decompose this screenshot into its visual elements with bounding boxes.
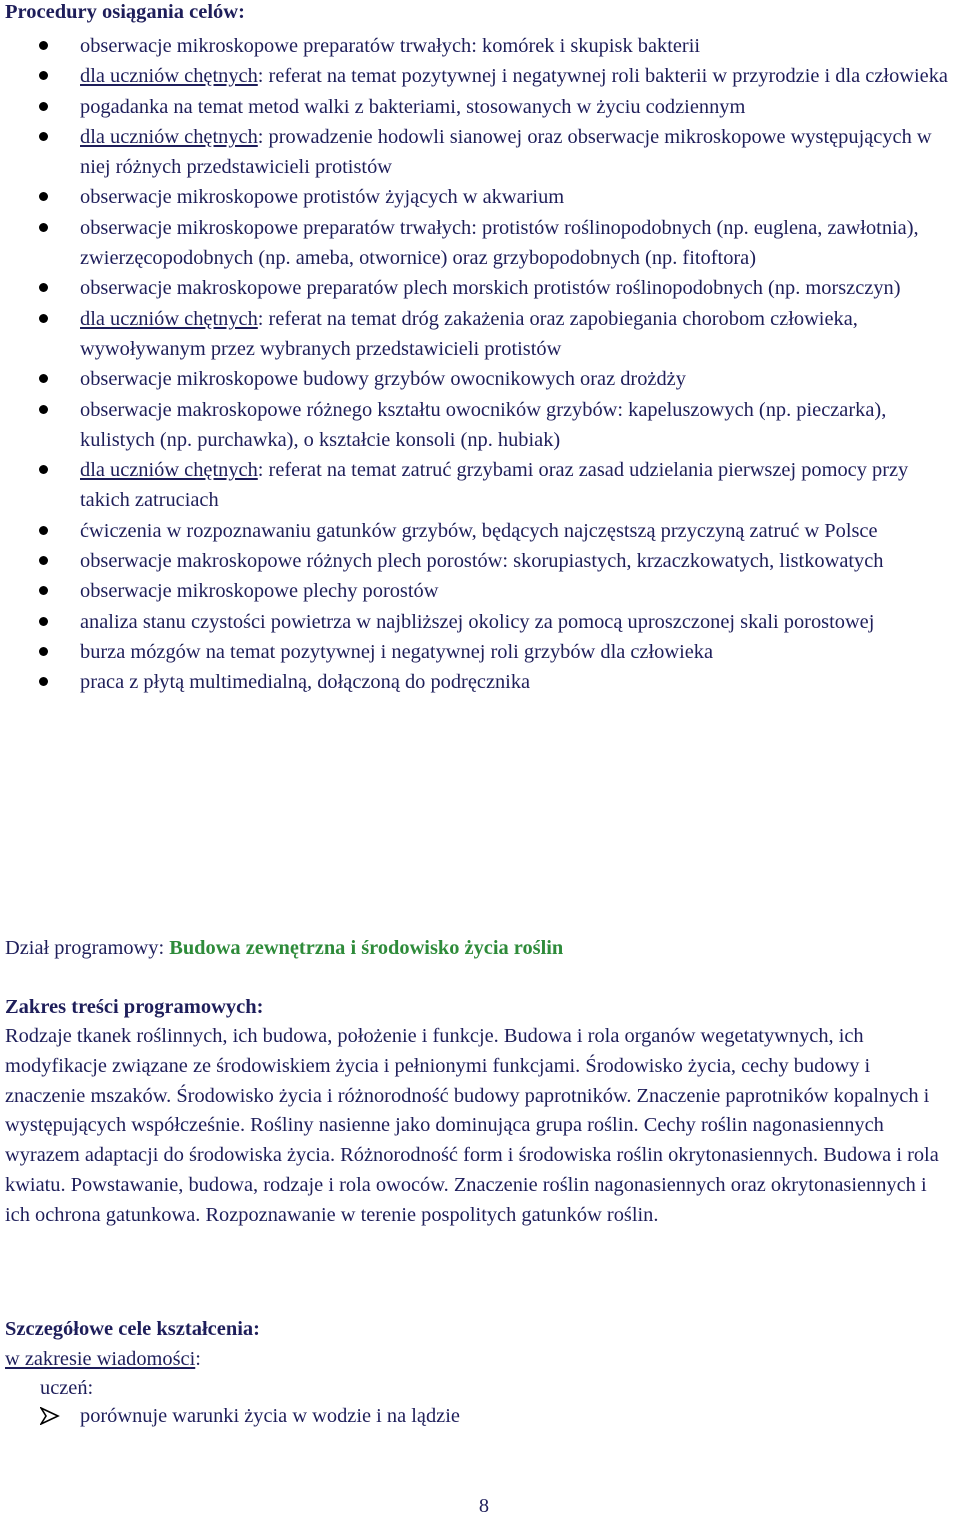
item-text: obserwacje mikroskopowe budowy grzybów owocnikowych oraz drożdży [80,368,686,391]
bullet-dot-icon [39,526,48,535]
knowledge-label: w zakresie wiadomości [5,1348,196,1370]
procedure-item [0,31,950,61]
arrow-bullet-icon [40,1407,60,1425]
bullet-dot-icon [39,677,48,686]
procedure-item [0,92,950,122]
item-text: praca z płytą multimedialną, dołączoną do podręcznika [80,671,531,694]
procedure-item [0,122,950,183]
bullet-dot-icon [39,556,48,565]
item-text: : referat na temat dróg zakażenia oraz zapobiegania chorobom człowieka, wywoływanym przez wybranych przedstawicieli protistów [80,307,858,360]
bullet-dot-icon [39,647,48,656]
procedure-item [0,273,950,303]
procedure-item [0,637,950,667]
bullet-dot-icon [39,41,48,50]
item-prefix: dla uczniów chętnych [80,125,258,148]
knowledge-colon: : [195,1348,201,1370]
procedure-item [0,516,950,546]
item-text: burza mózgów na temat pozytywnej i negatywnej roli grzybów dla człowieka [80,640,714,663]
goals-heading: Szczegółowe cele kształcenia: [5,1318,261,1340]
bullet-dot-icon [39,132,48,141]
bullet-dot-icon [39,102,48,111]
procedure-item [0,607,950,637]
procedure-item [0,395,950,456]
item-prefix: dla uczniów chętnych [80,307,258,330]
knowledge-line [5,1345,201,1373]
procedures-heading: Procedury osiągania celów: [5,1,245,23]
item-text: analiza stanu czystości powietrza w najbliższej okolicy za pomocą uproszczonej skali porostowej [80,610,875,633]
item-text: ćwiczenia w rozpoznawaniu gatunków grzybów, będących najczęstszą przyczyną zatruć w Polsce [80,519,878,542]
bullet-dot-icon [39,405,48,414]
bullet-dot-icon [39,314,48,323]
item-text: obserwacje makroskopowe różnego kształtu owocników grzybów: kapeluszowych (np. pieczarka), kulistych (np. purchawka), o kształcie konsoli (np. hubiak) [80,398,887,451]
item-text: obserwacje makroskopowe preparatów plech morskich protistów roślinopodobnych (np. morszczyn) [80,277,901,300]
student-label: uczeń: [40,1377,94,1399]
scope-heading: Zakres treści programowych: [5,996,264,1018]
section-title: Budowa zewnętrzna i środowisko życia roślin [169,937,564,959]
procedure-item [0,546,950,576]
procedure-item [0,667,950,697]
item-text: pogadanka na temat metod walki z bakteriami, stosowanych w życiu codziennym [80,95,746,118]
arrow-item-text: porównuje warunki życia w wodzie i na lądzie [80,1405,460,1427]
procedure-item [0,182,950,212]
item-text: : referat na temat pozytywnej i negatywnej roli bakterii w przyrodzie i dla człowieka [257,65,948,88]
item-prefix: dla uczniów chętnych [80,459,258,482]
procedure-item [0,455,950,516]
item-text: obserwacje mikroskopowe preparatów trwałych: protistów roślinopodobnych (np. euglena, zawłotnia), zwierzęcopodobnych (np. ameba, otwornice) oraz grzybopodobnych (np. fitoftora) [80,216,919,270]
item-text: obserwacje mikroskopowe plechy porostów [80,580,439,603]
bullet-dot-icon [39,374,48,383]
section-label: Dział programowy: [5,937,170,959]
bullet-dot-icon [39,192,48,201]
procedure-item [0,304,950,365]
procedure-item [0,213,950,274]
program-section-line [5,934,563,962]
item-text: : referat na temat zatruć grzybami oraz zasad udzielania pierwszej pomocy przy takich zatruciach [80,459,909,512]
item-text: : prowadzenie hodowli sianowej oraz obserwacje mikroskopowe występujących w niej różnych przedstawicieli protistów [80,125,932,179]
item-text: obserwacje mikroskopowe preparatów trwałych: komórek i skupisk bakterii [80,35,701,57]
procedures-list [0,31,950,698]
arrow-list-item [40,1401,460,1431]
page-number: 8 [478,1495,490,1517]
bullet-dot-icon [39,283,48,292]
bullet-dot-icon [39,465,48,474]
item-prefix: dla uczniów chętnych [80,65,258,88]
bullet-dot-icon [39,586,48,595]
scope-paragraph: Rodzaje tkanek roślinnych, ich budowa, położenie i funkcje. Budowa i rola organów wegetatywnych, ich modyfikacje związane ze środowiskiem życia i pełnionymi funkcjami. Środowisko życia, cechy budowy i znaczenie mszaków. Środowisko życia i różnorodność budowy paprotników. Znaczenie paprotników kopalnych i występujących współcześnie. Rośliny nasienne jako dominująca grupa roślin. Cechy roślin nagonasiennych wyrazem adaptacji do środowiska życia. Różnorodność form i środowiska roślin okrytonasiennych. Budowa i rola kwiatu. Powstawanie, budowa, rodzaje i rola owoców. Znaczenie roślin nagonasiennych oraz okrytonasiennych i ich ochrona gatunkowa. Rozpoznawanie w terenie pospolitych gatunków roślin. [5,1025,939,1226]
item-text: obserwacje makroskopowe różnych plech porostów: skorupiastych, krzaczkowatych, listkowatych [80,550,884,573]
bullet-dot-icon [39,617,48,626]
procedure-item [0,576,950,606]
item-text: obserwacje mikroskopowe protistów żyjących w akwarium [80,186,565,209]
bullet-dot-icon [39,223,48,232]
procedure-item [0,61,950,91]
procedure-item [0,364,950,394]
bullet-dot-icon [39,71,48,80]
